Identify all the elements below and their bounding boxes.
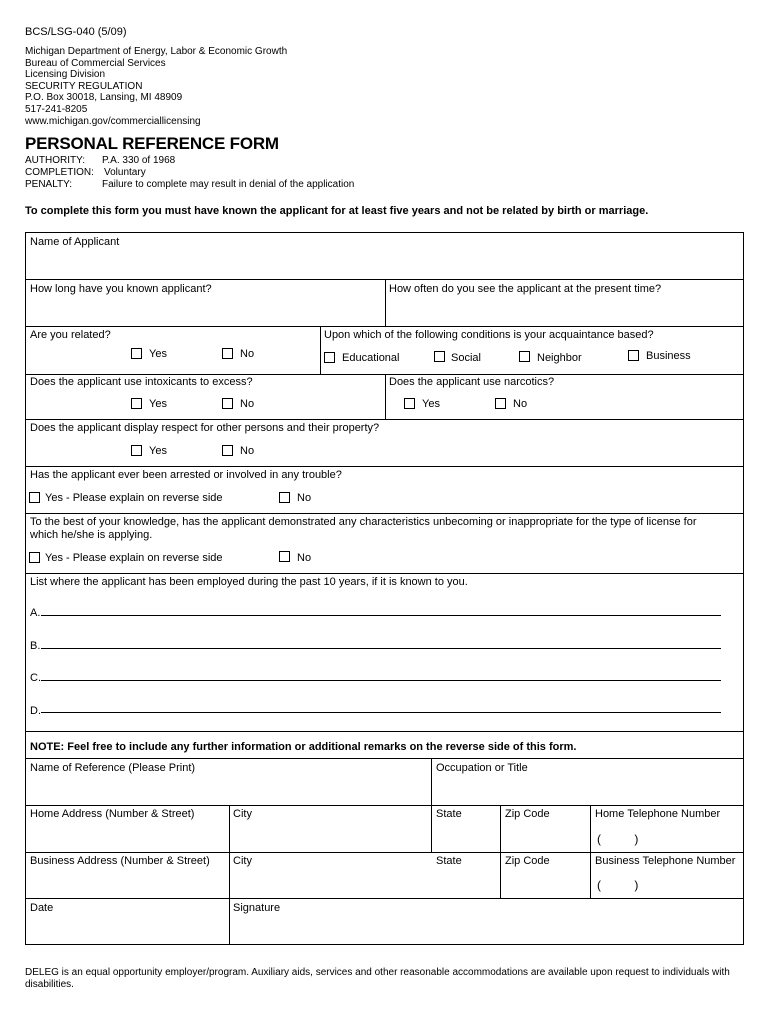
employer-a-line[interactable] [41, 615, 721, 616]
characteristics-no-checkbox[interactable] [279, 551, 290, 562]
narcotics-no-checkbox[interactable] [495, 398, 506, 409]
respect-no-checkbox[interactable] [222, 445, 233, 456]
row-divider [26, 852, 743, 853]
characteristics-label-cont: which he/she is applying. [30, 529, 153, 541]
row-divider [26, 805, 743, 806]
arrested-no-label: No [297, 492, 312, 504]
narcotics-yes-checkbox[interactable] [404, 398, 415, 409]
row-divider [26, 731, 743, 732]
home-state-label: State [436, 808, 462, 820]
business-label: Business [646, 350, 691, 362]
home-phone-area-code[interactable]: ( ) [597, 832, 639, 846]
employer-b-line[interactable] [41, 648, 721, 649]
educational-checkbox[interactable] [324, 352, 335, 363]
agency-line: Bureau of Commercial Services [25, 57, 166, 69]
employment-label: List where the applicant has been employed during the past 10 years, if it is known to you. [30, 576, 468, 588]
employer-a-label: A. [30, 607, 41, 619]
date-label: Date [30, 902, 54, 914]
social-checkbox[interactable] [434, 351, 445, 362]
form-number: BCS/LSG-040 (5/09) [25, 26, 127, 38]
arrested-no-checkbox[interactable] [279, 492, 290, 503]
arrested-label: Has the applicant ever been arrested or involved in any trouble? [30, 469, 342, 481]
respect-no-label: No [240, 445, 255, 457]
row-divider [26, 898, 743, 899]
are-related-label: Are you related? [30, 329, 111, 341]
name-of-reference-label: Name of Reference (Please Print) [30, 762, 196, 774]
intoxicants-yes-checkbox[interactable] [131, 398, 142, 409]
agency-line: P.O. Box 30018, Lansing, MI 48909 [25, 92, 183, 104]
row-divider [26, 466, 743, 467]
completion-label: COMPLETION: [25, 167, 94, 178]
signature-label: Signature [233, 902, 281, 914]
completion-value: Voluntary [104, 167, 146, 178]
agency-line: SECURITY REGULATION [25, 80, 143, 92]
neighbor-label: Neighbor [537, 352, 582, 364]
penalty-label: PENALTY: [25, 179, 73, 190]
narcotics-label: Does the applicant use narcotics? [389, 376, 555, 388]
arrested-yes-checkbox[interactable] [29, 492, 40, 503]
how-often-see-label: How often do you see the applicant at the present time? [389, 283, 662, 295]
authority-value: P.A. 330 of 1968 [102, 155, 176, 166]
business-checkbox[interactable] [628, 350, 639, 361]
business-city-label: City [233, 855, 252, 867]
home-zip-label: Zip Code [505, 808, 550, 820]
intoxicants-label: Does the applicant use intoxicants to excess? [30, 376, 253, 388]
occupation-label: Occupation or Title [436, 762, 528, 774]
narcotics-yes-label: Yes [422, 398, 440, 410]
employer-b-label: B. [30, 640, 41, 652]
penalty-value: Failure to complete may result in denial of the application [102, 179, 355, 190]
agency-line: Michigan Department of Energy, Labor & Economic Growth [25, 46, 288, 57]
intoxicants-yes-label: Yes [149, 398, 167, 410]
characteristics-no-label: No [297, 552, 312, 564]
business-zip-label: Zip Code [505, 855, 550, 867]
related-yes-label: Yes [149, 348, 167, 360]
column-divider [320, 326, 321, 374]
footer-disclaimer-cont: disabilities. [25, 979, 74, 990]
home-phone-label: Home Telephone Number [595, 808, 721, 820]
column-divider [431, 758, 432, 852]
business-address-label: Business Address (Number & Street) [30, 855, 210, 867]
home-address-label: Home Address (Number & Street) [30, 808, 195, 820]
name-of-applicant-label: Name of Applicant [30, 236, 120, 248]
how-long-known-label: How long have you known applicant? [30, 283, 212, 295]
acquaintance-question-label: Upon which of the following conditions is your acquaintance based? [324, 329, 654, 341]
agency-line: Licensing Division [25, 69, 106, 81]
arrested-yes-label: Yes - Please explain on reverse side [45, 492, 223, 504]
business-phone-label: Business Telephone Number [595, 855, 736, 867]
respect-label: Does the applicant display respect for other persons and their property? [30, 422, 380, 434]
educational-label: Educational [342, 352, 400, 364]
employer-c-line[interactable] [41, 680, 721, 681]
column-divider [590, 805, 591, 898]
related-no-label: No [240, 348, 255, 360]
neighbor-checkbox[interactable] [519, 351, 530, 362]
employer-c-label: C. [30, 672, 41, 684]
characteristics-label: To the best of your knowledge, has the applicant demonstrated any characteristics unbecoming or inappropriate for the type of license for [30, 516, 697, 528]
related-yes-checkbox[interactable] [131, 348, 142, 359]
column-divider [385, 279, 386, 326]
page-title: PERSONAL REFERENCE FORM [25, 134, 279, 153]
employer-d-line[interactable] [41, 712, 721, 713]
respect-yes-label: Yes [149, 445, 167, 457]
column-divider [229, 805, 230, 945]
row-divider [26, 326, 743, 327]
footer-disclaimer: DELEG is an equal opportunity employer/program. Auxiliary aids, services and other reasonable accommodations are available upon request to individuals with [25, 967, 730, 978]
intoxicants-no-label: No [240, 398, 255, 410]
authority-label: AUTHORITY: [25, 155, 86, 166]
business-state-label: State [436, 855, 462, 867]
narcotics-no-label: No [513, 398, 528, 410]
instruction-text: To complete this form you must have known the applicant for at least five years and not be related by birth or marriage. [25, 205, 649, 217]
agency-line: 517-241-8205 [25, 103, 88, 115]
agency-line: www.michigan.gov/commerciallicensing [25, 115, 201, 127]
characteristics-yes-checkbox[interactable] [29, 552, 40, 563]
intoxicants-no-checkbox[interactable] [222, 398, 233, 409]
related-no-checkbox[interactable] [222, 348, 233, 359]
row-divider [26, 758, 743, 759]
column-divider [385, 374, 386, 419]
business-phone-area-code[interactable]: ( ) [597, 878, 639, 892]
home-city-label: City [233, 808, 252, 820]
column-divider [500, 805, 501, 898]
employer-d-label: D. [30, 705, 41, 717]
agency-address [25, 46, 287, 127]
row-divider [26, 419, 743, 420]
social-label: Social [451, 352, 481, 364]
respect-yes-checkbox[interactable] [131, 445, 142, 456]
row-divider [26, 513, 743, 514]
row-divider [26, 573, 743, 574]
note-text: NOTE: Feel free to include any further information or additional remarks on the reverse side of this form. [30, 741, 577, 753]
characteristics-yes-label: Yes - Please explain on reverse side [45, 552, 223, 564]
